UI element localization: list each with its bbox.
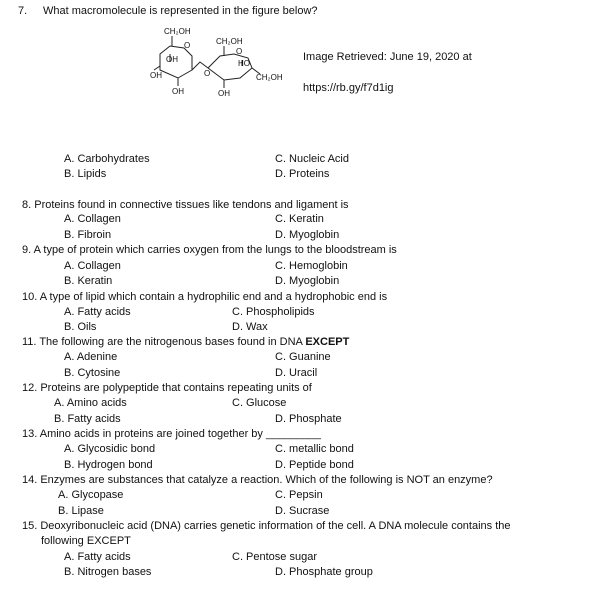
- q11-option-b: B. Cytosine: [64, 367, 121, 379]
- image-credit-url: https://rb.gy/f7d1ig: [303, 82, 394, 94]
- q15-question: 15. Deoxyribonucleic acid (DNA) carries genetic information of the cell. A DNA molecule contains the: [22, 520, 511, 532]
- image-credit-date: Image Retrieved: June 19, 2020 at: [303, 51, 472, 63]
- q14-option-d: D. Sucrase: [275, 505, 330, 517]
- q8-question: 8. Proteins found in connective tissues like tendons and ligament is: [22, 199, 349, 211]
- q8-option-b: B. Fibroin: [64, 229, 112, 241]
- q11-option-a: A. Adenine: [64, 351, 118, 363]
- q12-option-d: D. Phosphate: [275, 413, 342, 425]
- fig-label-ch2oh-top-mid: CH₂OH: [216, 37, 243, 46]
- q7-option-b: B. Lipids: [64, 168, 107, 180]
- q12-question: 12. Proteins are polypeptide that contains repeating units of: [22, 382, 312, 394]
- q11-question-text: 11. The following are the nitrogenous bases found in DNA: [22, 336, 306, 348]
- q13-option-b: B. Hydrogen bond: [64, 459, 153, 471]
- q7-question: What macromolecule is represented in the figure below?: [43, 5, 318, 17]
- q9-question: 9. A type of protein which carries oxygen from the lungs to the bloodstream is: [22, 244, 397, 256]
- q11-option-d: D. Uracil: [275, 367, 318, 379]
- q14-option-a: A. Glycopase: [58, 489, 124, 501]
- q10-option-c: C. Phospholipids: [232, 306, 315, 318]
- q13-option-c: C. metallic bond: [275, 443, 354, 455]
- q14-option-c: C. Pepsin: [275, 489, 323, 501]
- q13-option-d: D. Peptide bond: [275, 459, 354, 471]
- q15-option-b: B. Nitrogen bases: [64, 566, 152, 578]
- q12-option-b: B. Fatty acids: [54, 413, 121, 425]
- fig-label-o-bridge: O: [204, 69, 211, 78]
- q11-option-c: C. Guanine: [275, 351, 331, 363]
- q8-option-a: A. Collagen: [64, 213, 121, 225]
- fig-label-oh-bottom-1: OH: [172, 87, 184, 96]
- q12-option-a: A. Amino acids: [54, 397, 127, 409]
- q11-question: [22, 336, 349, 349]
- fig-label-oh-bottom-2: OH: [218, 89, 230, 98]
- fig-label-oh-left: OH: [150, 71, 162, 80]
- q10-option-b: B. Oils: [64, 321, 97, 333]
- disaccharide-figure: [148, 26, 308, 106]
- q8-option-c: C. Keratin: [275, 213, 324, 225]
- q13-question: 13. Amino acids in proteins are joined together by _________: [22, 428, 322, 440]
- q15-option-a: A. Fatty acids: [64, 551, 131, 563]
- q8-option-d: D. Myoglobin: [275, 229, 340, 241]
- q15-option-c: C. Pentose sugar: [232, 551, 317, 563]
- q7-option-a: A. Carbohydrates: [64, 153, 150, 165]
- q10-option-d: D. Wax: [232, 321, 268, 333]
- fig-label-o-ring1: O: [184, 41, 191, 50]
- q12-option-c: C. Glucose: [232, 397, 287, 409]
- fig-label-ho: HO: [238, 59, 250, 68]
- q9-option-d: D. Myoglobin: [275, 275, 340, 287]
- q13-option-a: A. Glycosidic bond: [64, 443, 156, 455]
- q9-option-b: B. Keratin: [64, 275, 113, 287]
- fig-label-o-ring2: O: [236, 47, 243, 56]
- fig-label-ch2oh-right: CH₂OH: [256, 73, 283, 82]
- q10-question: 10. A type of lipid which contain a hydrophilic end and a hydrophobic end is: [22, 291, 388, 303]
- q9-option-c: C. Hemoglobin: [275, 260, 348, 272]
- q10-option-a: A. Fatty acids: [64, 306, 131, 318]
- q7-number: 7.: [18, 5, 28, 17]
- q15-question-cont: following EXCEPT: [41, 535, 131, 547]
- q15-option-d: D. Phosphate group: [275, 566, 373, 578]
- q11-emphasis: EXCEPT: [305, 336, 350, 348]
- q9-option-a: A. Collagen: [64, 260, 121, 272]
- q7-option-c: C. Nucleic Acid: [275, 153, 349, 165]
- q14-question: 14. Enzymes are substances that catalyze a reaction. Which of the following is NOT an enzyme?: [22, 474, 493, 486]
- fig-label-oh-1: OH: [166, 55, 178, 64]
- fig-label-ch2oh-top-left: CH₂OH: [164, 27, 191, 36]
- q7-option-d: D. Proteins: [275, 168, 330, 180]
- q14-option-b: B. Lipase: [58, 505, 104, 517]
